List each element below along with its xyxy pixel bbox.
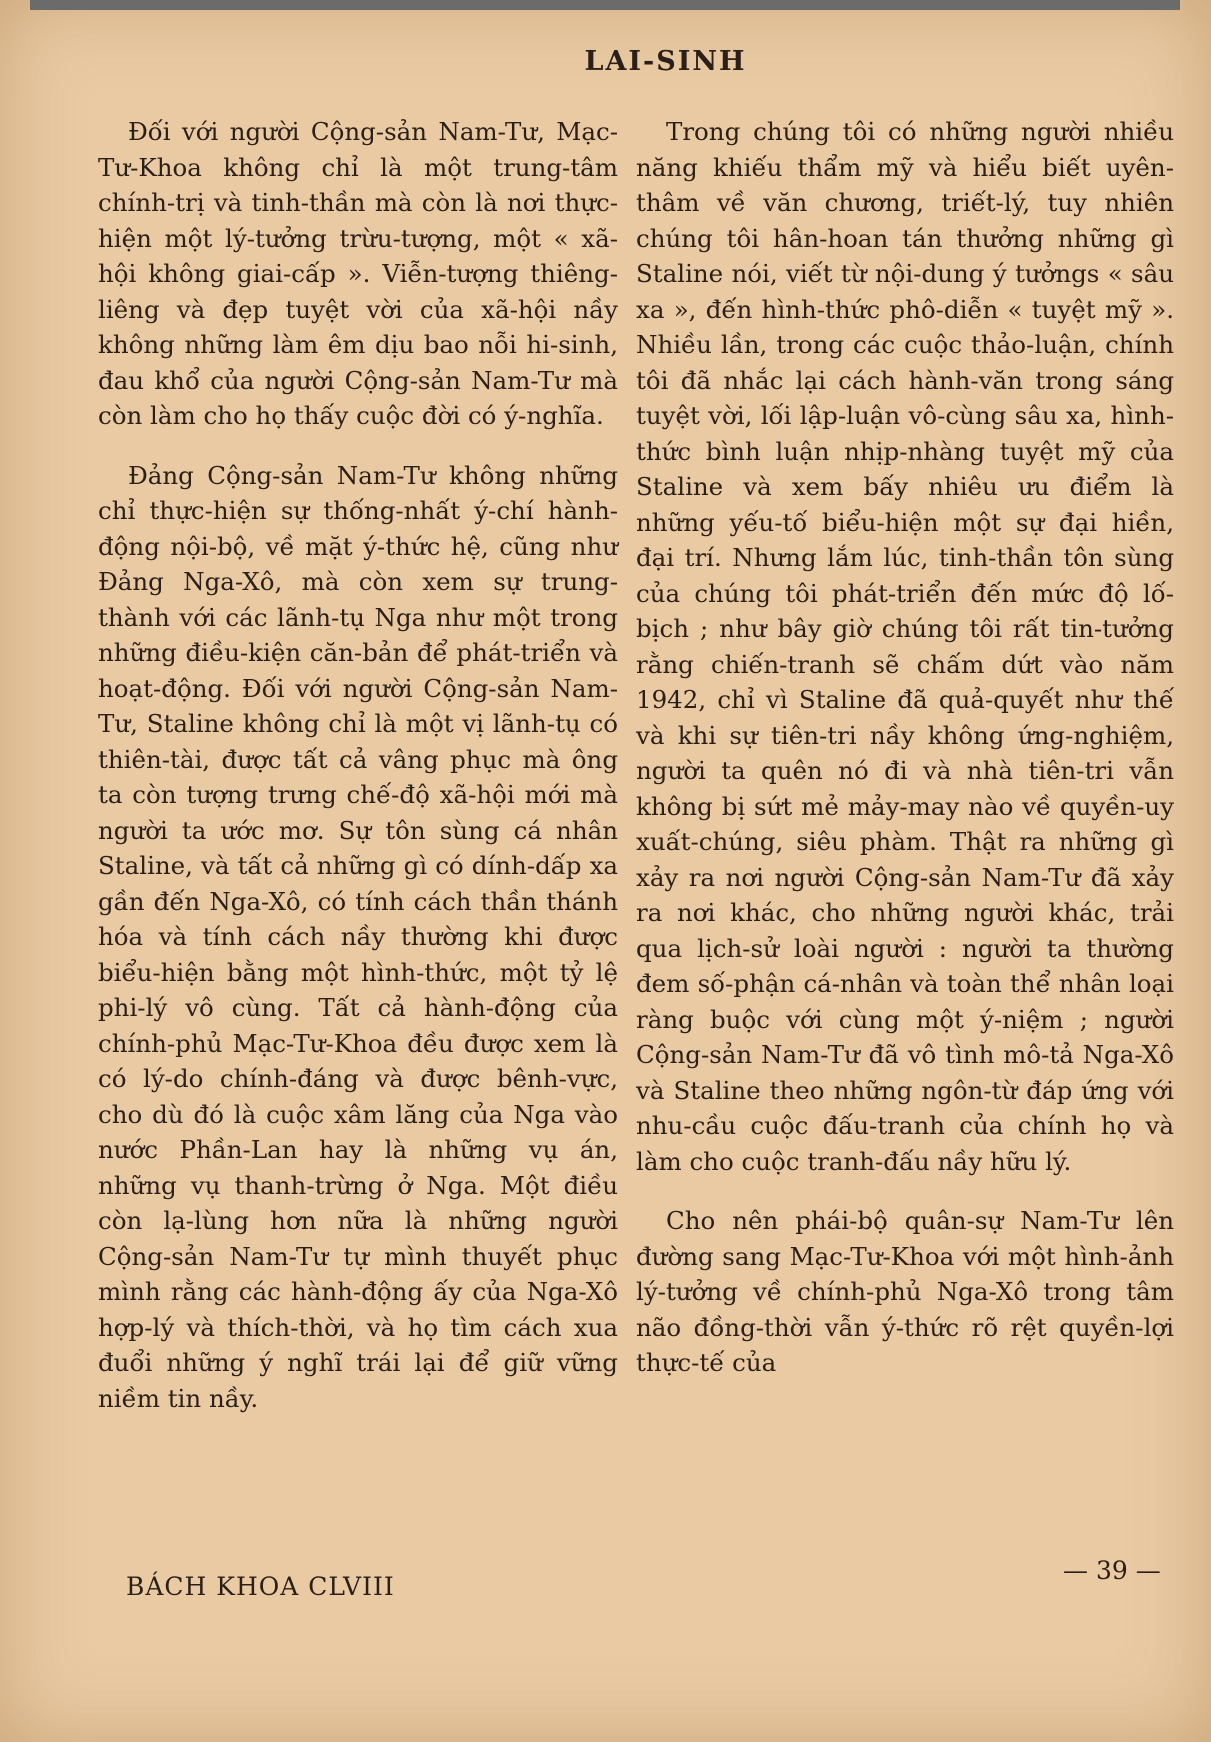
- right-column: [636, 114, 1174, 1405]
- left-column: [98, 114, 618, 1440]
- paragraph: Cho nên phái-bộ quân-sự Nam-Tư lên đường sang Mạc-Tư-Khoa với một hình-ảnh lý-tưởng về chính-phủ Nga-Xô trong tâm não đồng-thời vẫn ý-thức rõ rệt quyền-lợi thực-tế của: [636, 1206, 1174, 1377]
- publication-footer: BÁCH KHOA CLVIII: [126, 1572, 395, 1601]
- paragraph: Đối với người Cộng-sản Nam-Tư, Mạc-Tư-Khoa không chỉ là một trung-tâm chính-trị và tinh-thần mà còn là nơi thực-hiện một lý-tưởng trừu-tượng, một « xã-hội không giai-cấp ». Viễn-tượng thiêng-liêng và đẹp tuyệt vời của xã-hội nầy không những làm êm dịu bao nỗi hi-sinh, đau khổ của người Cộng-sản Nam-Tư mà còn làm cho họ thấy cuộc đời có ý-nghĩa.: [98, 117, 618, 430]
- page-number: — 39 —: [1063, 1556, 1161, 1585]
- paragraph: Đảng Cộng-sản Nam-Tư không những chỉ thực-hiện sự thống-nhất ý-chí hành-động nội-bộ, về mặt ý-thức hệ, cũng như Đảng Nga-Xô, mà còn xem sự trung-thành với các lãnh-tụ Nga như một trong những điều-kiện căn-bản để phát-triển và hoạt-động. Đối với người Cộng-sản Nam-Tư, Staline không chỉ là một vị lãnh-tụ có thiên-tài, được tất cả vâng phục mà ông ta còn tượng trưng chế-độ xã-hội mới mà người ta ước mơ. Sự tôn sùng cá nhân Staline, và tất cả những gì có dính-dấp xa gần đến Nga-Xô, có tính cách thần thánh hóa và tính cách nầy thường khi được biểu-hiện bằng một hình-thức, một tỷ lệ phi-lý vô cùng. Tất cả hành-động của chính-phủ Mạc-Tư-Khoa đều được xem là có lý-do chính-đáng và được bênh-vực, cho dù đó là cuộc xâm lăng của Nga vào nước Phần-Lan hay là những vụ án, những vụ thanh-trừng ở Nga. Một điều còn lạ-lùng hơn nữa là những người Cộng-sản Nam-Tư tự mình thuyết phục mình rằng các hành-động ấy của Nga-Xô hợp-lý và thích-thời, và họ tìm cách xua đuổi những ý nghĩ trái lại để giữ vững niềm tin nầy.: [98, 460, 618, 1413]
- paragraph: Trong chúng tôi có những người nhiều năng khiếu thẩm mỹ và hiểu biết uyên-thâm về văn chương, triết-lý, tuy nhiên chúng tôi hân-hoan tán thưởng những gì Staline nói, viết từ nội-dung ý tưởngs « sâu xa », đến hình-thức phô-diễn « tuyệt mỹ ». Nhiều lần, trong các cuộc thảo-luận, chính tôi đã nhắc lại cách hành-văn trong sáng tuyệt vời, lối lập-luận vô-cùng sâu xa, hình-thức bình luận nhịp-nhàng tuyệt mỹ của Staline và xem bấy nhiêu ưu điểm là những yếu-tố biểu-hiện một sự đại hiền, đại trí. Nhưng lắm lúc, tinh-thần tôn sùng của chúng tôi phát-triển đến mức độ lố-bịch ; như bây giờ chúng tôi rất tin-tưởng rằng chiến-tranh sẽ chấm dứt vào năm 1942, chỉ vì Staline đã quả-quyết như thế và khi sự tiên-tri nầy không ứng-nghiệm, người ta quên nó đi và nhà tiên-tri vẫn không bị sứt mẻ mảy-may nào về quyền-uy xuất-chúng, siêu phàm. Thật ra những gì xảy ra nơi người Cộng-sản Nam-Tư đã xảy ra nơi khác, cho những người khác, trải qua lịch-sử loài người : người ta thường đem số-phận cá-nhân và toàn thể nhân loại ràng buộc với cùng một ý-niệm ; người Cộng-sản Nam-Tư đã vô tình mô-tả Nga-Xô và Staline theo những ngôn-từ đáp ứng với nhu-cầu cuộc đấu-tranh của chính họ và làm cho cuộc tranh-đấu nầy hữu lý.: [636, 117, 1174, 1176]
- page-top-edge: [30, 0, 1180, 10]
- running-header: LAI-SINH: [584, 46, 747, 77]
